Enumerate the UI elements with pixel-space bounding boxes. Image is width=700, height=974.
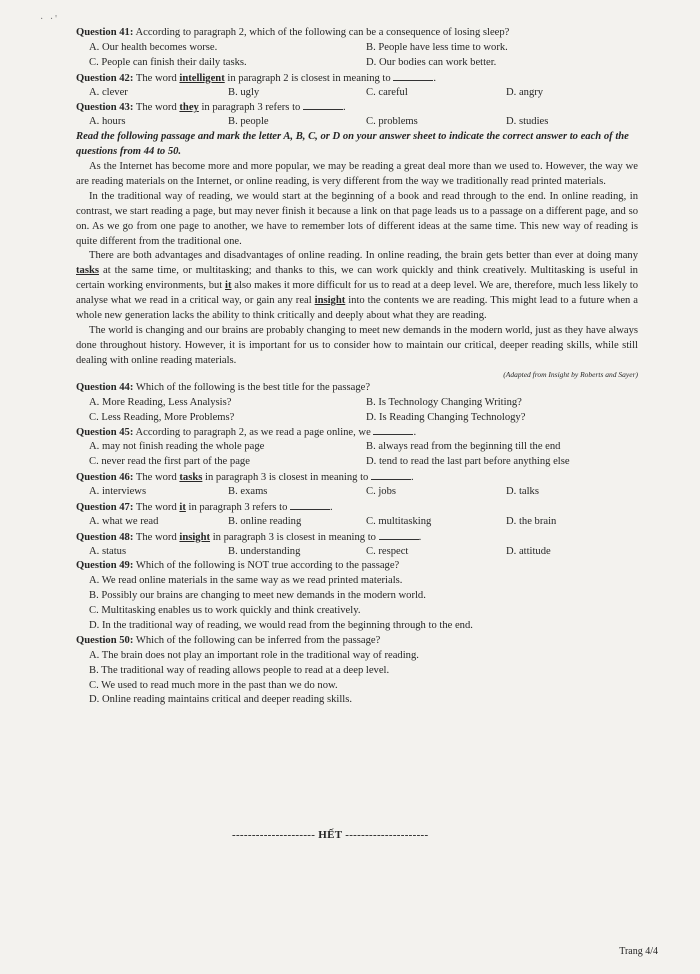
question-49: Question 49: Which of the following is NOT true according to the passage? xyxy=(76,560,400,572)
question-43: Question 43: The word they in paragraph 3 refers to . xyxy=(76,102,346,114)
question-42-options: A. clever B. ugly C. careful D. angry xyxy=(89,86,544,98)
question-47: Question 47: The word it in paragraph 3 refers to . xyxy=(76,501,333,513)
question-46-options: A. interviews B. exams C. jobs D. talks xyxy=(89,485,539,497)
passage-source: (Adapted from Insight by Roberts and Sayer) xyxy=(503,369,638,379)
question-42: Question 42: The word intelligent in paragraph 2 is closest in meaning to . xyxy=(76,72,436,84)
question-41: Question 41: According to paragraph 2, which of the following can be a consequence of losing sleep? xyxy=(76,27,510,38)
answer-blank xyxy=(303,100,343,110)
question-41-options-ab: A. Our health becomes worse. B. People have less time to work. xyxy=(89,41,508,53)
passage-paragraph-4: The world is changing and our brains are probably changing to meet new demands in the modern world, just as they have always done throughout history. However, it is important for us to consider how to maintain our critical, deeper reading skills, while still dealing with online reading materials. xyxy=(76,325,638,366)
answer-blank xyxy=(371,470,411,480)
question-50: Question 50: Which of the following can be inferred from the passage? xyxy=(76,634,381,646)
question-50-option-c: C. We used to read much more in the past than we do now. xyxy=(89,679,338,691)
question-43-options: A. hours B. people C. problems D. studies xyxy=(89,116,549,128)
question-41-options-cd: C. People can finish their daily tasks. D. Our bodies can work better. xyxy=(89,56,497,68)
end-marker: --------------------- HẾT --------------------- xyxy=(232,829,429,841)
question-45: Question 45: According to paragraph 2, as we read a page online, we . xyxy=(76,427,417,439)
question-45-options-cd: C. never read the first part of the page D. tend to read the last part before anything else xyxy=(89,456,570,468)
section-instruction: Read the following passage and mark the letter A, B, C, or D on your answer sheet to indicate the correct answer to each of the questions from 44 to 50. xyxy=(76,131,629,158)
answer-blank xyxy=(379,530,419,540)
question-49-option-a: A. We read online materials in the same way as we read printed materials. xyxy=(89,575,403,587)
scan-speck: · ·' xyxy=(40,14,59,25)
answer-blank xyxy=(393,71,433,81)
question-50-option-a: A. The brain does not play an important role in the traditional way of reading. xyxy=(89,649,419,661)
question-50-option-b: B. The traditional way of reading allows people to read at a deep level. xyxy=(89,664,390,676)
question-46: Question 46: The word tasks in paragraph 3 is closest in meaning to . xyxy=(76,472,414,484)
answer-blank xyxy=(290,500,330,510)
passage-paragraph-3: There are both advantages and disadvantages of online reading. In online reading, the brain gets better than ever at doing many tasks at the same time, or multitasking; and thanks to this, we can work quickly and think creatively. Multitasking is useful in certain working environments, but it also makes it more difficult for us to read at a deep level. We are, therefore, much less likely to analyse what we read in a critical way, or gain any real insight into the contents we are reading. This might lead to a future when a whole new generation lacks the ability to think critically and deeply about what they are reading. xyxy=(76,250,639,322)
question-48-options: A. status B. understanding C. respect D. attitude xyxy=(89,545,551,557)
question-49-option-b: B. Possibly our brains are changing to meet new demands in the modern world. xyxy=(89,590,426,602)
question-44-options-cd: C. Less Reading, More Problems? D. Is Reading Changing Technology? xyxy=(89,411,526,423)
answer-blank xyxy=(373,425,413,435)
question-44: Question 44: Which of the following is the best title for the passage? xyxy=(76,381,371,393)
question-47-options: A. what we read B. online reading C. multitasking D. the brain xyxy=(89,515,557,527)
question-44-options-ab: A. More Reading, Less Analysis? B. Is Technology Changing Writing? xyxy=(89,396,522,408)
exam-content xyxy=(76,26,638,708)
question-45-options-ab: A. may not finish reading the whole page B. always read from the beginning till the end xyxy=(89,441,561,453)
page-number: Trang 4/4 xyxy=(619,946,658,957)
question-50-option-d: D. Online reading maintains critical and deeper reading skills. xyxy=(89,694,352,706)
question-49-option-d: D. In the traditional way of reading, we would read from the beginning through to the end. xyxy=(89,619,473,631)
question-48: Question 48: The word insight in paragraph 3 is closest in meaning to . xyxy=(76,531,422,543)
passage-paragraph-1: As the Internet has become more and more popular, we may be reading a great deal more than we used to. However, the way we are reading materials on the Internet, or online reading, is very different from the way we traditionally read printed materials. xyxy=(76,161,638,187)
question-49-option-c: C. Multitasking enables us to work quickly and think creatively. xyxy=(89,605,361,617)
passage-paragraph-2: In the traditional way of reading, we would start at the beginning of a book and read through to the end. In online reading, in contrast, we start reading a page, but may never finish it because a link on that page leads us to a passage on a different page, and so on. As we go from one page to another, we have to remember lots of different ideas at the same time. This new way of reading is quite different from the traditional one. xyxy=(76,190,638,247)
